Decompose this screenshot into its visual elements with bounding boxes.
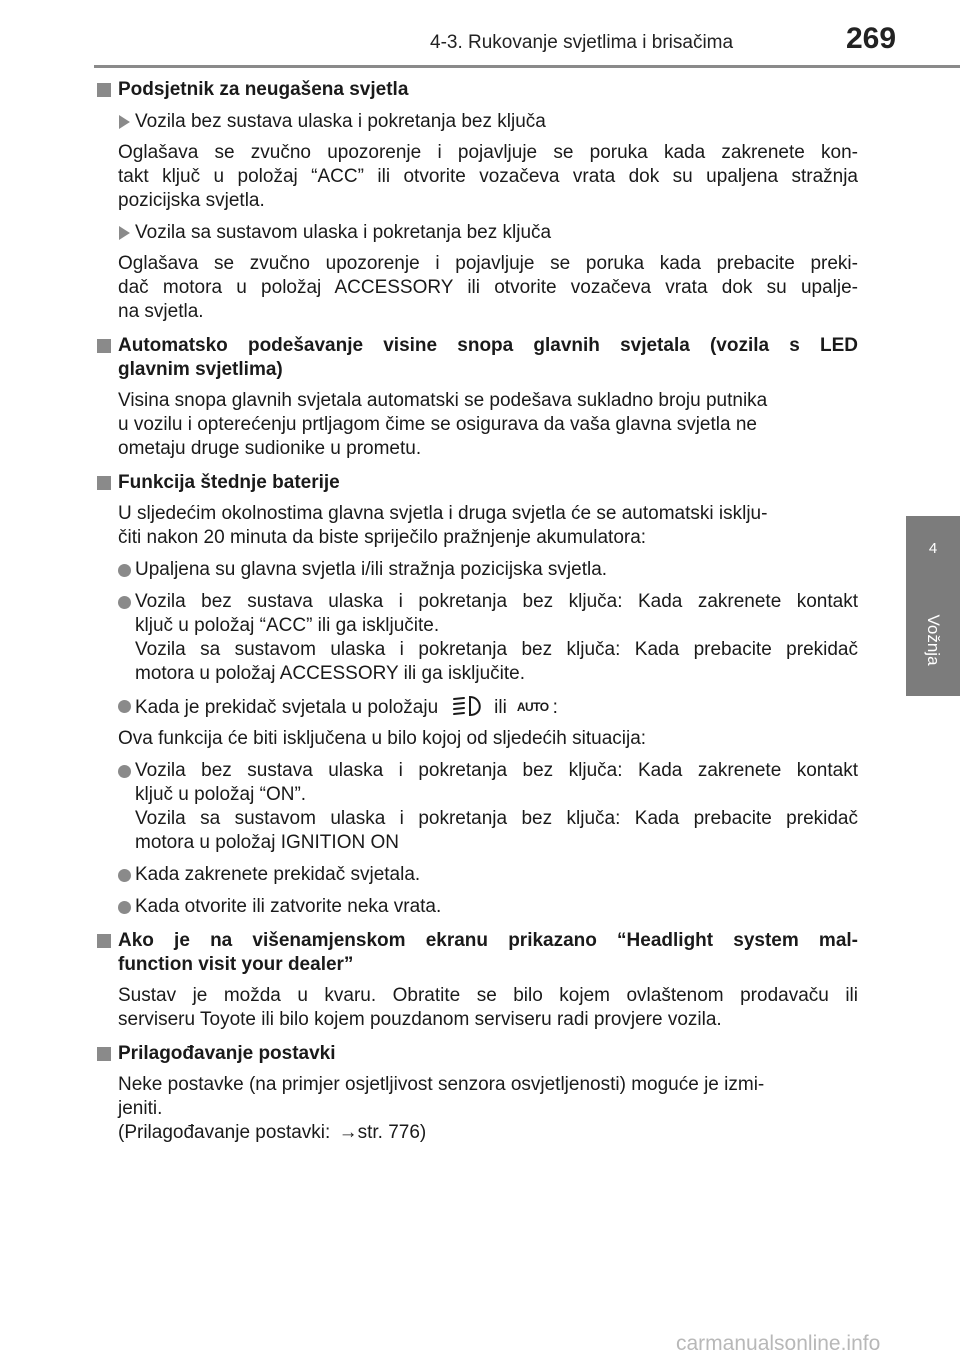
square-bullet-icon: [97, 476, 111, 490]
square-bullet-icon: [97, 83, 111, 97]
chapter-label: Vožnja: [924, 614, 943, 666]
paragraph: Sustav je možda u kvaru. Obratite se bilo kojem ovlaštenom prodavaču ili serviseru Toyote ili bilo kojem pouzdanom serviseru radi provjere vozila.: [118, 985, 858, 1030]
section-heading: Podsjetnik za neugašena svjetla: [96, 78, 858, 102]
paragraph: Visina snopa glavnih svjetala automatski se podešava sukladno broju putnika u vozilu i opterećenju prtljagom čime se osigurava da vaša glavna svjetla ne ometaju druge sudionike u prometu.: [118, 390, 768, 459]
header-divider: [94, 65, 960, 68]
subheading: Vozila bez sustava ulaska i pokretanja bez ključa: [118, 110, 858, 134]
headlight-icon: [452, 694, 486, 718]
list-item: Kada zakrenete prekidač svjetala.: [118, 863, 858, 887]
section-heading: Prilagođavanje postavki: [96, 1042, 858, 1066]
chapter-number: 4: [928, 540, 938, 557]
round-bullet-icon: [118, 564, 131, 577]
list-item: Vozila bez sustava ulaska i pokretanja bez ključa: Kada zakrenete kontakt ključ u položaj “ACC” ili ga isključite. Vozila sa sustavom ulaska i pokretanja bez ključa: Kada prebacite prekidač motora u položaj ACCESSORY ili ga isključite.: [118, 590, 858, 686]
paragraph: Neke postavke (na primjer osjetljivost senzora osvjetljenosti) moguće je izmi- jeniti. (Prilagođavanje postavki: →str. 776): [118, 1073, 858, 1145]
round-bullet-icon: [118, 700, 131, 713]
page-content: [96, 78, 858, 1145]
footer-watermark: carmanualsonline.info: [676, 1332, 881, 1355]
section-heading: Ako je na višenamjenskom ekranu prikazano “Headlight system mal- function visit your dealer”: [96, 929, 858, 977]
chapter-side-tab[interactable]: [906, 516, 960, 696]
section-heading: Funkcija štednje baterije: [96, 471, 858, 495]
square-bullet-icon: [97, 339, 111, 353]
paragraph: Oglašava se zvučno upozorenje i pojavljuje se poruka kada zakrenete kon- takt ključ u položaj “ACC” ili otvorite vozačeva vrata dok su upaljena stražnja pozicijska svjetla.: [118, 142, 858, 211]
paragraph: Ova funkcija će biti isključena u bilo kojoj od sljedećih situacija:: [118, 728, 647, 749]
page-number: 269: [846, 22, 897, 55]
list-item: Kada je prekidač svjetala u položaju ili AUTO :: [118, 694, 858, 720]
square-bullet-icon: [97, 1047, 111, 1061]
list-item: Upaljena su glavna svjetla i/ili stražnja pozicijska svjetla.: [118, 558, 858, 582]
list-item: Kada otvorite ili zatvorite neka vrata.: [118, 895, 858, 919]
round-bullet-icon: [118, 765, 131, 778]
page-reference: (Prilagođavanje postavki: →str. 776): [118, 1122, 427, 1143]
round-bullet-icon: [118, 869, 131, 882]
section-heading: Automatsko podešavanje visine snopa glavnih svjetala (vozila s LED glavnim svjetlima): [96, 334, 858, 382]
round-bullet-icon: [118, 901, 131, 914]
triangle-bullet-icon: [119, 115, 130, 129]
paragraph: Oglašava se zvučno upozorenje i pojavljuje se poruka kada prebacite preki- dač motora u položaj ACCESSORY ili otvorite vozačeva vrata dok su upalje- na svjetla.: [118, 253, 858, 322]
round-bullet-icon: [118, 596, 131, 609]
square-bullet-icon: [97, 934, 111, 948]
arrow-right-icon: →: [338, 1122, 358, 1143]
subheading: Vozila sa sustavom ulaska i pokretanja bez ključa: [118, 221, 858, 245]
auto-light-icon: AUTO: [516, 700, 549, 714]
header-section-title: 4-3. Rukovanje svjetlima i brisačima: [430, 32, 734, 53]
list-item: Vozila bez sustava ulaska i pokretanja bez ključa: Kada zakrenete kontakt ključ u položaj “ON”. Vozila sa sustavom ulaska i pokretanja bez ključa: Kada prebacite prekidač motora u položaj IGNITION ON: [118, 759, 858, 855]
page-reference-link[interactable]: str. 776): [357, 1122, 427, 1143]
paragraph: U sljedećim okolnostima glavna svjetla i druga svjetla će se automatski isklju- čiti nakon 20 minuta da biste spriječilo pražnjenje akumulatora:: [118, 503, 768, 548]
triangle-bullet-icon: [119, 226, 130, 240]
